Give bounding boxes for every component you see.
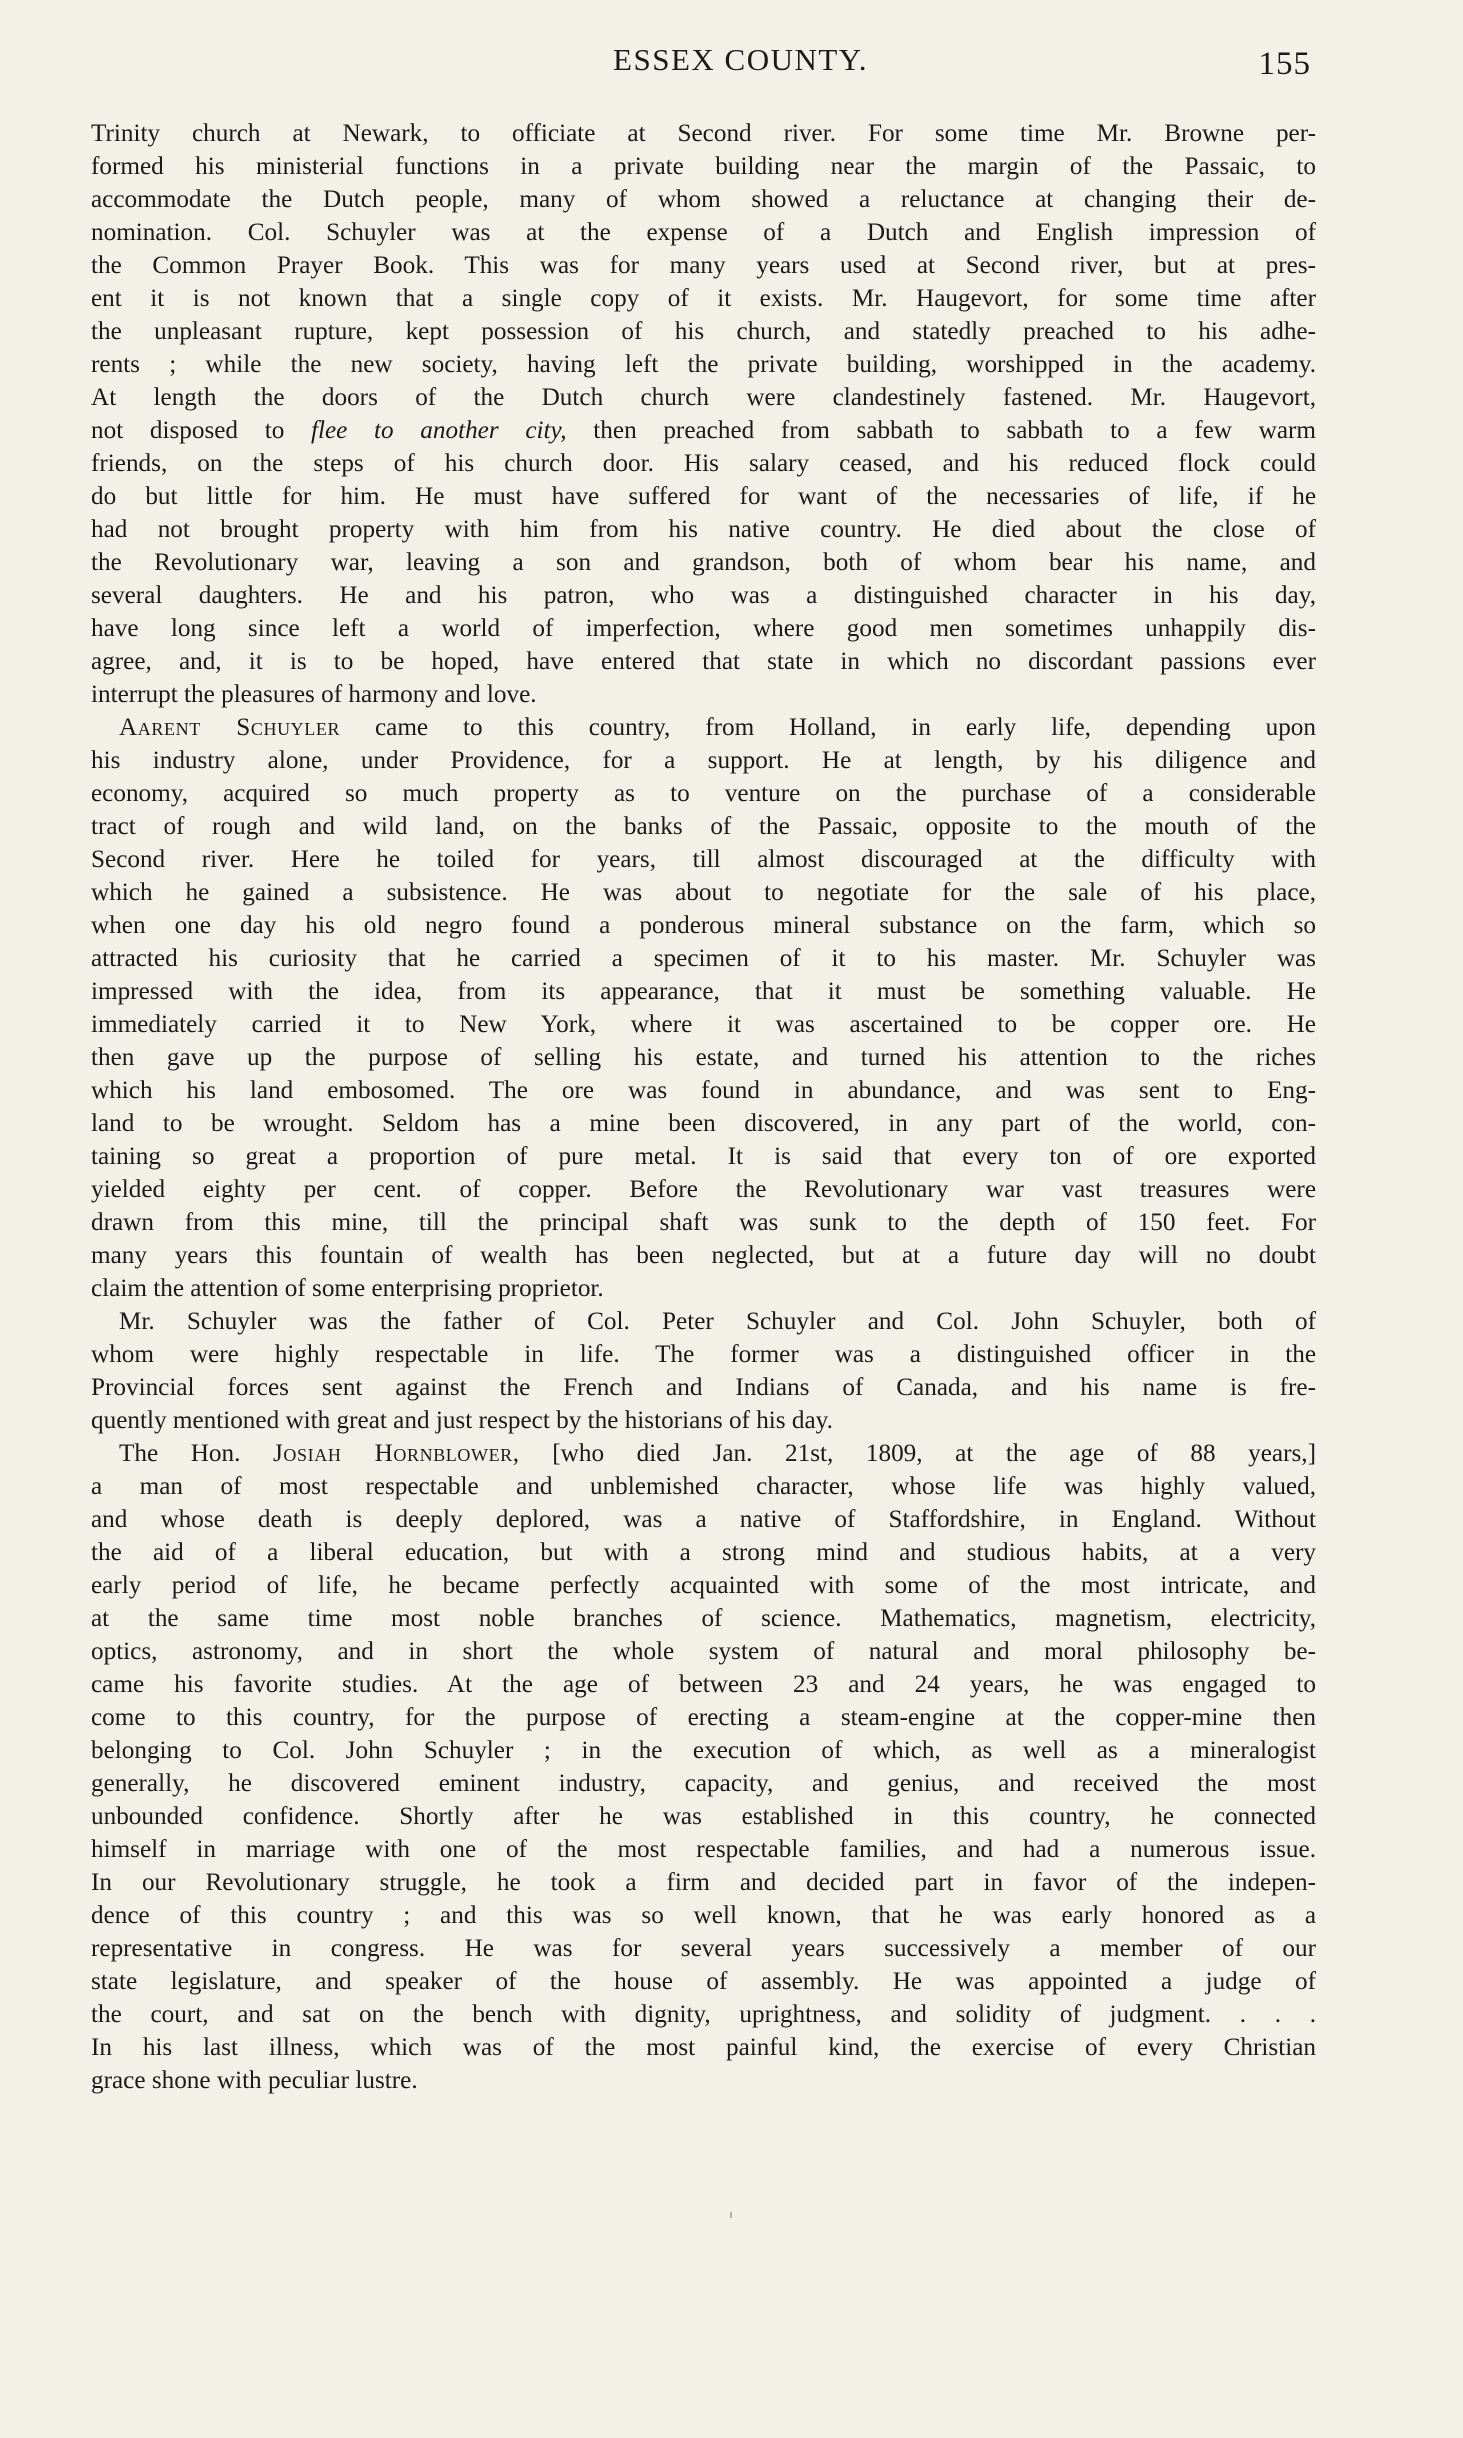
text-line: have long since left a world of imperfection, where good men sometimes unhappily dis- [91, 615, 1316, 642]
text-line: Mr. Schuyler was the father of Col. Peter Schuyler and Col. John Schuyler, both of [119, 1308, 1316, 1335]
text-line: In his last illness, which was of the most painful kind, the exercise of every Christian [91, 2034, 1316, 2061]
stray-ink-mark [730, 2212, 732, 2218]
text-line: representative in congress. He was for several years successively a member of our [91, 1935, 1316, 1962]
text-line: dence of this country ; and this was so well known, that he was early honored as a [91, 1902, 1316, 1929]
text-line: taining so great a proportion of pure metal. It is said that every ton of ore exported [91, 1143, 1316, 1170]
text-line: the court, and sat on the bench with dignity, uprightness, and solidity of judgment. . . . [91, 2001, 1316, 2028]
text-line: whom were highly respectable in life. The former was a distinguished officer in the [91, 1341, 1316, 1368]
text-line: impressed with the idea, from its appearance, that it must be something valuable. He [91, 978, 1316, 1005]
text-line: which his land embosomed. The ore was found in abundance, and was sent to Eng- [91, 1077, 1316, 1104]
text-line: At length the doors of the Dutch church were clandestinely fastened. Mr. Haugevort, [91, 384, 1316, 411]
text-line: not disposed to flee to another city, then preached from sabbath to sabbath to a few warm [91, 417, 1317, 444]
text-line: Trinity church at Newark, to officiate at Second river. For some time Mr. Browne per- [91, 120, 1316, 147]
text-line: agree, and, it is to be hoped, have entered that state in which no discordant passions ever [91, 648, 1316, 675]
text-line: quently mentioned with great and just respect by the historians of his day. [91, 1407, 833, 1434]
text-line: grace shone with peculiar lustre. [91, 2067, 418, 2094]
text-line: generally, he discovered eminent industry, capacity, and genius, and received the most [91, 1770, 1316, 1797]
text-line: Provincial forces sent against the French and Indians of Canada, and his name is fre- [91, 1374, 1316, 1401]
text-line: many years this fountain of wealth has been neglected, but at a future day will no doubt [91, 1242, 1316, 1269]
text-line: claim the attention of some enterprising proprietor. [91, 1275, 604, 1302]
text-line: a man of most respectable and unblemished character, whose life was highly valued, [91, 1473, 1316, 1500]
text-line: accommodate the Dutch people, many of whom showed a reluctance at changing their de- [91, 186, 1316, 213]
text-line: and whose death is deeply deplored, was a native of Staffordshire, in England. Without [91, 1506, 1316, 1533]
text-line: the aid of a liberal education, but with a strong mind and studious habits, at a very [91, 1539, 1316, 1566]
running-head [0, 42, 1463, 86]
text-line: land to be wrought. Seldom has a mine been discovered, in any part of the world, con- [91, 1110, 1316, 1137]
text-line: immediately carried it to New York, where it was ascertained to be copper ore. He [91, 1011, 1316, 1038]
text-line: unbounded confidence. Shortly after he was established in this country, he connected [91, 1803, 1316, 1830]
text-line: ent it is not known that a single copy of it exists. Mr. Haugevort, for some time after [91, 285, 1316, 312]
text-line: do but little for him. He must have suffered for want of the necessaries of life, if he [91, 483, 1316, 510]
text-line: at the same time most noble branches of science. Mathematics, magnetism, electricity, [91, 1605, 1316, 1632]
body-text [91, 117, 1316, 2097]
small-caps-name: Aarent Schuyler [119, 714, 341, 741]
text-line: Second river. Here he toiled for years, till almost discouraged at the difficulty with [91, 846, 1316, 873]
text-line: which he gained a subsistence. He was about to negotiate for the sale of his place, [91, 879, 1316, 906]
text-line: the unpleasant rupture, kept possession of his church, and statedly preached to his adhe- [91, 318, 1316, 345]
text-line: attracted his curiosity that he carried a specimen of it to his master. Mr. Schuyler was [91, 945, 1316, 972]
text-line: early period of life, he became perfectly acquainted with some of the most intricate, and [91, 1572, 1316, 1599]
text-line: drawn from this mine, till the principal shaft was sunk to the depth of 150 feet. For [91, 1209, 1316, 1236]
text-line: tract of rough and wild land, on the banks of the Passaic, opposite to the mouth of the [91, 813, 1316, 840]
text-line: the Revolutionary war, leaving a son and grandson, both of whom bear his name, and [91, 549, 1316, 576]
text-line: the Common Prayer Book. This was for many years used at Second river, but at pres- [91, 252, 1316, 279]
text-line: friends, on the steps of his church door. His salary ceased, and his reduced flock could [91, 450, 1316, 477]
text-line: then gave up the purpose of selling his estate, and turned his attention to the riches [91, 1044, 1316, 1071]
text-line: In our Revolutionary struggle, he took a firm and decided part in favor of the indepen- [91, 1869, 1316, 1896]
text-line: several daughters. He and his patron, who was a distinguished character in his day, [91, 582, 1316, 609]
running-title: ESSEX COUNTY. [613, 42, 868, 77]
page-number: 155 [1258, 46, 1311, 82]
text-line: nomination. Col. Schuyler was at the expense of a Dutch and English impression of [91, 219, 1316, 246]
text-line: state legislature, and speaker of the house of assembly. He was appointed a judge of [91, 1968, 1316, 1995]
text-line: rents ; while the new society, having left the private building, worshipped in the academy. [91, 351, 1316, 378]
text-line: formed his ministerial functions in a private building near the margin of the Passaic, to [91, 153, 1316, 180]
text-line: his industry alone, under Providence, for a support. He at length, by his diligence and [91, 747, 1316, 774]
italic-phrase: flee to another city, [310, 417, 567, 444]
text-line: economy, acquired so much property as to venture on the purchase of a considerable [91, 780, 1316, 807]
text-line: when one day his old negro found a ponderous mineral substance on the farm, which so [91, 912, 1316, 939]
small-caps-name: Josiah Hornblower, [273, 1440, 520, 1467]
text-line: interrupt the pleasures of harmony and love. [91, 681, 537, 708]
text-line: belonging to Col. John Schuyler ; in the execution of which, as well as a mineralogist [91, 1737, 1316, 1764]
text-line: himself in marriage with one of the most respectable families, and had a numerous issue. [91, 1836, 1316, 1863]
text-line: had not brought property with him from his native country. He died about the close of [91, 516, 1316, 543]
text-line: optics, astronomy, and in short the whole system of natural and moral philosophy be- [91, 1638, 1316, 1665]
text-line: come to this country, for the purpose of erecting a steam-engine at the copper-mine then [91, 1704, 1316, 1731]
text-line: came his favorite studies. At the age of between 23 and 24 years, he was engaged to [91, 1671, 1316, 1698]
text-line: The Hon. Josiah Hornblower, [who died Jan. 21st, 1809, at the age of 88 years,] [119, 1440, 1316, 1467]
text-line: Aarent Schuyler came to this country, from Holland, in early life, depending upon [119, 714, 1316, 741]
text-line: yielded eighty per cent. of copper. Before the Revolutionary war vast treasures were [91, 1176, 1316, 1203]
